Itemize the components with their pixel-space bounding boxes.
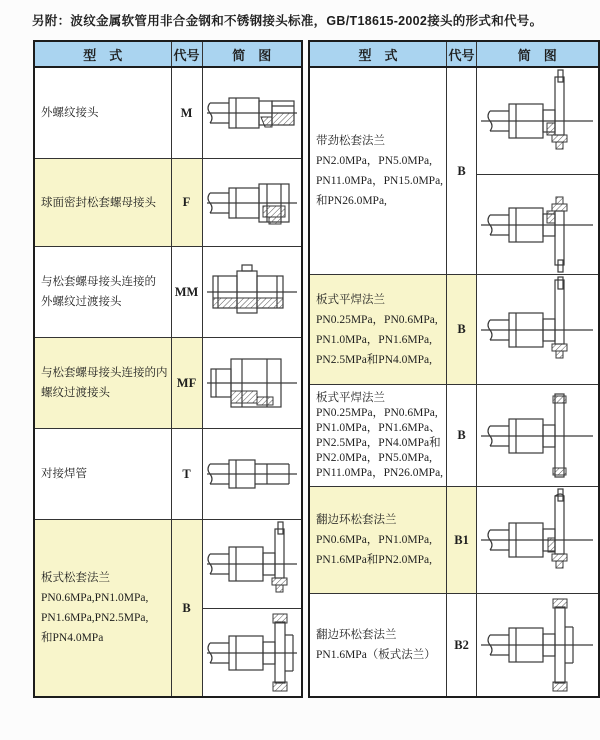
nipple-mm-fitting-icon [203, 248, 301, 336]
type-cell [34, 67, 171, 159]
type-cell [34, 247, 171, 338]
type-text-line: 板式松套法兰 [41, 572, 110, 584]
table-header-row [309, 41, 599, 67]
header-type: 型 式 [309, 41, 447, 67]
type-text-line: 板式平焊法兰 [316, 391, 385, 404]
diagram-cell [202, 159, 302, 247]
type-cell [34, 159, 171, 247]
flange-ring-up-fitting-icon [477, 488, 597, 592]
adapter-mf-fitting-icon [203, 339, 301, 427]
code-cell: B1 [447, 487, 477, 594]
table-row [34, 520, 302, 609]
diagram-cell [477, 594, 599, 698]
loose-nut-fitting-icon [203, 160, 301, 245]
tables-container [33, 40, 600, 698]
diagram-cell [202, 247, 302, 338]
table-row [309, 487, 599, 594]
code-cell: MF [171, 338, 202, 429]
diagram-cell [477, 175, 599, 275]
butt-weld-fitting-icon [203, 430, 301, 518]
type-text-line: PN11.0MPa，PN15.0MPa, [316, 175, 444, 187]
diagram-cell [477, 385, 599, 487]
type-text-line: 球面密封松套螺母接头 [41, 196, 156, 209]
diagram-cell [202, 520, 302, 609]
diagram-cell [202, 67, 302, 159]
diagram-cell [477, 67, 599, 175]
type-text-line: PN2.0MPa，PN5.0MPa, [316, 451, 432, 464]
type-text-line: PN0.25MPa，PN0.6MPa, [316, 406, 438, 419]
type-text-line: PN0.6MPa，PN1.0MPa, [316, 534, 432, 546]
type-cell [309, 594, 447, 698]
header-code: 代号 [171, 41, 202, 67]
fitting-table-left [33, 40, 303, 698]
code-cell: B2 [447, 594, 477, 698]
code-cell: B [171, 520, 202, 698]
table-row [34, 67, 302, 159]
code-cell: B [447, 385, 477, 487]
type-text-line: PN1.6MPa和PN2.0MPa, [316, 554, 432, 566]
header-type: 型 式 [34, 41, 171, 67]
type-cell [34, 520, 171, 698]
type-text-line: 翻边环松套法兰 [316, 629, 397, 641]
type-cell [309, 67, 447, 275]
diagram-cell [202, 609, 302, 698]
type-text-line: 板式平焊法兰 [316, 293, 385, 306]
type-text-line: 对接焊管 [41, 468, 87, 480]
type-text-line: 翻边环松套法兰 [316, 514, 397, 526]
flange-curl-both-fitting-icon [203, 610, 301, 695]
male-thread-fitting-icon [203, 69, 301, 157]
diagram-cell [202, 429, 302, 520]
type-text-line: 外螺纹接头 [41, 107, 99, 119]
type-text-line: 与松套螺母接头连接的 [41, 276, 156, 288]
type-text-line: 螺纹过渡接头 [41, 387, 110, 399]
flange-neck-down-fitting-icon [477, 176, 597, 273]
type-text-line: PN2.5MPa，PN4.0MPa和 [316, 436, 441, 449]
type-cell [309, 275, 447, 385]
type-text-line: PN0.6MPa,PN1.0MPa, [41, 592, 149, 604]
header-diagram: 简 图 [202, 41, 302, 67]
type-text-line: 和PN4.0MPa [41, 632, 104, 644]
type-text-line: PN1.6MPa（板式法兰） [316, 649, 436, 661]
diagram-cell [202, 338, 302, 429]
type-text-line: PN2.0MPa，PN5.0MPa, [316, 155, 432, 167]
type-cell [34, 429, 171, 520]
type-text-line: 与松套螺母接头连接的内 [41, 367, 168, 379]
table-row [309, 67, 599, 175]
diagram-cell [477, 487, 599, 594]
type-text-line: 外螺纹过渡接头 [41, 296, 122, 308]
flange-up-fitting-icon [203, 521, 301, 607]
table-row [34, 247, 302, 338]
type-text-line: PN11.0MPa，PN26.0MPa, [316, 466, 444, 479]
type-text-line: PN1.6MPa,PN2.5MPa, [41, 612, 149, 624]
type-text-line: 带劲松套法兰 [316, 135, 385, 147]
type-text-line: PN1.0MPa，PN1.6MPa、 [316, 421, 441, 434]
table-row [309, 594, 599, 698]
header-diagram: 简 图 [477, 41, 599, 67]
flange-ring-both-fitting-icon [477, 595, 597, 695]
diagram-cell [477, 275, 599, 385]
table-row [309, 385, 599, 487]
table-row [34, 429, 302, 520]
code-cell: T [171, 429, 202, 520]
type-cell [34, 338, 171, 429]
flange-tall-up-fitting-icon [477, 276, 597, 383]
type-text-line: 和PN26.0MPa, [316, 195, 387, 207]
flange-both-fitting-icon [477, 386, 597, 485]
type-text-line: PN1.0MPa，PN1.6MPa, [316, 333, 432, 346]
table-row [34, 338, 302, 429]
code-cell: M [171, 67, 202, 159]
table-header-row [34, 41, 302, 67]
code-cell: MM [171, 247, 202, 338]
header-code: 代号 [447, 41, 477, 67]
code-cell: B [447, 67, 477, 275]
code-cell: F [171, 159, 202, 247]
type-text-line: PN0.25MPa，PN0.6MPa, [316, 313, 438, 326]
type-cell [309, 385, 447, 487]
type-cell [309, 487, 447, 594]
table-row [309, 275, 599, 385]
fitting-table-right [308, 40, 600, 698]
code-cell: B [447, 275, 477, 385]
table-row [34, 159, 302, 247]
page-title: 另附：波纹金属软管用非合金钢和不锈钢接头标准，GB/T18615-2002接头的形式和代号。 [32, 14, 543, 28]
flange-neck-up-fitting-icon [477, 69, 597, 173]
type-text-line: PN2.5MPa和PN4.0MPa, [316, 353, 432, 366]
